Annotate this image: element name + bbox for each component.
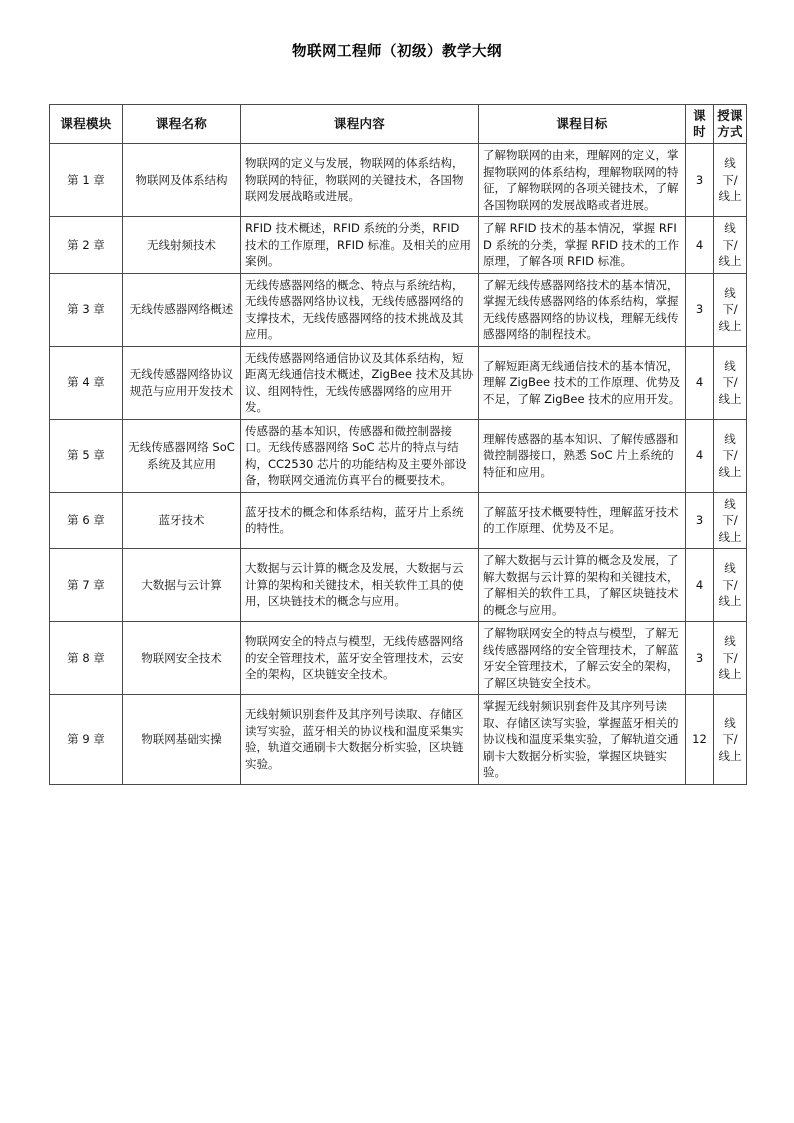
cell-hours: 4 — [686, 419, 714, 492]
cell-course-name: 无线传感器网络协议规范与应用开发技术 — [123, 346, 241, 419]
cell-course-name: 无线射频技术 — [123, 217, 241, 274]
cell-course-content: 传感器的基本知识，传感器和微控制器接口。无线传感器网络 SoC 芯片的特点与结构，CC2530 芯片的功能结构及主要外部设备，物联网交通流仿真平台的概要技术。 — [241, 419, 479, 492]
cell-teaching-method: 线下/线上 — [714, 346, 747, 419]
cell-course-goal: 了解无线传感器网络技术的基本情况，掌握无线传感器网络的体系结构，掌握无线传感器网络的协议栈，理解无线传感器网络的制程技术。 — [479, 273, 686, 346]
cell-course-goal: 了解物联网安全的特点与模型，了解无线传感器网络的安全管理技术，了解蓝牙安全管理技术，了解云安全的架构，了解区块链安全技术。 — [479, 622, 686, 695]
cell-teaching-method: 线下/线上 — [714, 695, 747, 785]
cell-course-content: 无线射频识别套件及其序列号读取、存储区读写实验，蓝牙相关的协议栈和温度采集实验，轨道交通刷卡大数据分析实验，区块链实验。 — [241, 695, 479, 785]
cell-module: 第 3 章 — [50, 273, 123, 346]
cell-course-goal: 了解物联网的由来，理解网的定义，掌握物联网的体系结构，理解物联网的特征，了解物联网的各项关键技术，了解各国物联网的发展战略或者进展。 — [479, 144, 686, 217]
table-row — [50, 346, 747, 419]
cell-course-goal: 掌握无线射频识别套件及其序列号读取、存储区读写实验，掌握蓝牙相关的协议栈和温度采集实验，了解轨道交通刷卡大数据分析实验，掌握区块链实验。 — [479, 695, 686, 785]
cell-hours: 4 — [686, 549, 714, 622]
cell-module: 第 1 章 — [50, 144, 123, 217]
cell-course-content: 物联网安全的特点与模型，无线传感器网络的安全管理技术，蓝牙安全管理技术，云安全的架构，区块链安全技术。 — [241, 622, 479, 695]
column-header-goal: 课程目标 — [479, 105, 686, 144]
table-body — [50, 144, 747, 785]
table-row — [50, 622, 747, 695]
table-row — [50, 695, 747, 785]
column-header-module: 课程模块 — [50, 105, 123, 144]
table-row — [50, 549, 747, 622]
cell-hours: 3 — [686, 144, 714, 217]
cell-course-name: 大数据与云计算 — [123, 549, 241, 622]
column-header-method: 授课方式 — [714, 105, 747, 144]
syllabus-table-container — [49, 104, 746, 785]
cell-teaching-method: 线下/线上 — [714, 492, 747, 549]
cell-course-name: 物联网安全技术 — [123, 622, 241, 695]
cell-hours: 4 — [686, 217, 714, 274]
cell-teaching-method: 线下/线上 — [714, 549, 747, 622]
cell-hours: 12 — [686, 695, 714, 785]
cell-course-content: RFID 技术概述，RFID 系统的分类，RFID 技术的工作原理，RFID 标准。及相关的应用案例。 — [241, 217, 479, 274]
table-header-row — [50, 105, 747, 144]
cell-course-content: 无线传感器网络的概念、特点与系统结构，无线传感器网络协议栈，无线传感器网络的支撑技术，无线传感器网络的技术挑战及其应用。 — [241, 273, 479, 346]
column-header-hours: 课时 — [686, 105, 714, 144]
table-header — [50, 105, 747, 144]
table-row — [50, 217, 747, 274]
column-header-name: 课程名称 — [123, 105, 241, 144]
cell-module: 第 9 章 — [50, 695, 123, 785]
table-row — [50, 492, 747, 549]
table-row — [50, 419, 747, 492]
cell-teaching-method: 线下/线上 — [714, 273, 747, 346]
cell-teaching-method: 线下/线上 — [714, 622, 747, 695]
cell-teaching-method: 线下/线上 — [714, 217, 747, 274]
cell-module: 第 7 章 — [50, 549, 123, 622]
cell-course-name: 物联网及体系结构 — [123, 144, 241, 217]
cell-course-name: 无线传感器网络 SoC 系统及其应用 — [123, 419, 241, 492]
syllabus-table — [49, 104, 747, 785]
cell-course-goal: 理解传感器的基本知识、了解传感器和微控制器接口，熟悉 SoC 片上系统的特征和应用。 — [479, 419, 686, 492]
cell-course-goal: 了解大数据与云计算的概念及发展，了解大数据与云计算的架构和关键技术，了解相关的软件工具，了解区块链技术的概念与应用。 — [479, 549, 686, 622]
cell-hours: 4 — [686, 346, 714, 419]
cell-course-name: 物联网基础实操 — [123, 695, 241, 785]
cell-course-content: 物联网的定义与发展，物联网的体系结构，物联网的特征，物联网的关键技术，各国物联网发展战略或进展。 — [241, 144, 479, 217]
cell-module: 第 4 章 — [50, 346, 123, 419]
cell-teaching-method: 线下/线上 — [714, 144, 747, 217]
column-header-content: 课程内容 — [241, 105, 479, 144]
cell-course-content: 蓝牙技术的概念和体系结构，蓝牙片上系统的特性。 — [241, 492, 479, 549]
cell-course-goal: 了解短距离无线通信技术的基本情况，理解 ZigBee 技术的工作原理、优势及不足，了解 ZigBee 技术的应用开发。 — [479, 346, 686, 419]
page-title: 物联网工程师（初级）教学大纲 — [292, 44, 502, 60]
cell-course-goal: 了解蓝牙技术概要特性，理解蓝牙技术的工作原理、优势及不足。 — [479, 492, 686, 549]
cell-module: 第 8 章 — [50, 622, 123, 695]
cell-teaching-method: 线下/线上 — [714, 419, 747, 492]
table-row — [50, 144, 747, 217]
cell-module: 第 5 章 — [50, 419, 123, 492]
cell-course-content: 大数据与云计算的概念及发展，大数据与云计算的架构和关键技术，相关软件工具的使用，区块链技术的概念与应用。 — [241, 549, 479, 622]
cell-hours: 3 — [686, 622, 714, 695]
cell-module: 第 2 章 — [50, 217, 123, 274]
table-row — [50, 273, 747, 346]
cell-course-goal: 了解 RFID 技术的基本情况，掌握 RFID 系统的分类，掌握 RFID 技术的工作原理，了解各项 RFID 标准。 — [479, 217, 686, 274]
cell-course-content: 无线传感器网络通信协议及其体系结构，短距离无线通信技术概述，ZigBee 技术及其协议、组网特性，无线传感器网络的应用开发。 — [241, 346, 479, 419]
cell-course-name: 无线传感器网络概述 — [123, 273, 241, 346]
cell-course-name: 蓝牙技术 — [123, 492, 241, 549]
cell-hours: 3 — [686, 273, 714, 346]
cell-hours: 3 — [686, 492, 714, 549]
cell-module: 第 6 章 — [50, 492, 123, 549]
